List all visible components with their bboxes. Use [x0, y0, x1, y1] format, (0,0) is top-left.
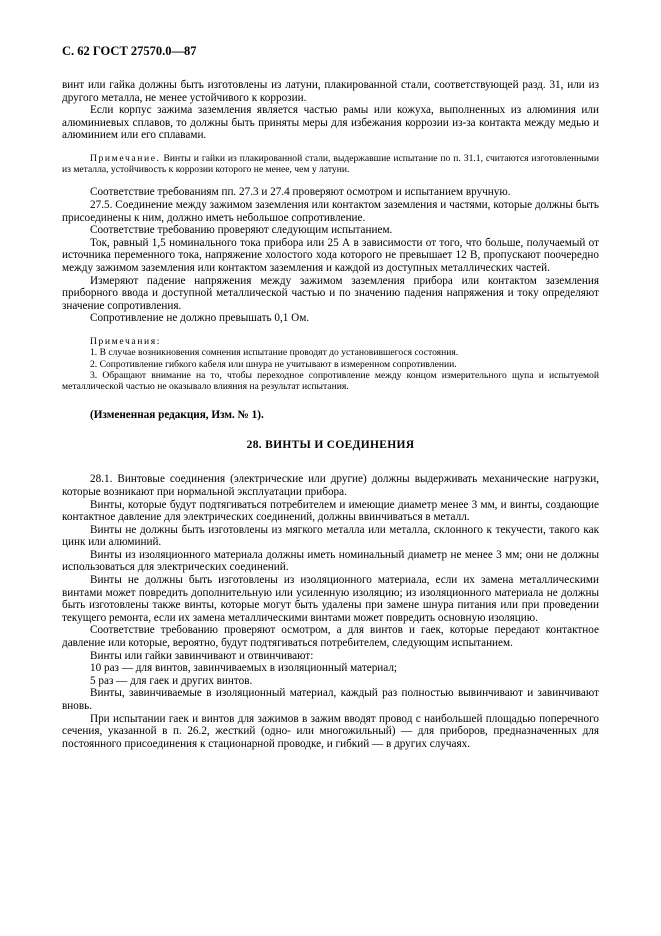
notes-heading: Примечания: [90, 335, 161, 347]
note-label: Примечание. [90, 152, 161, 164]
paragraph: 28.1. Винтовые соединения (электрические или другие) должны выдерживать механические нагрузки, которые возникают при нормальной эксплуатации прибора. [62, 473, 599, 498]
paragraph: Винты, которые будут подтягиваться потребителем и имеющие диаметр менее 3 мм, и винты, создающие контактное давление для электрических соединений, должны ввинчиваться в металл. [62, 498, 599, 524]
paragraph: При испытании гаек и винтов для зажимов в зажим вводят провод с наибольшей площадью поперечного сечения, указанной в п. 26.2, жесткий (одно- или многожильный) — для приборов, предназначенных для постоянного присоединения к стационарной проводке, и гибкий — в других случаях. [62, 712, 599, 750]
paragraph: Сопротивление не должно превышать 0,1 Ом. [90, 312, 310, 325]
note [62, 153, 599, 175]
paragraph: Винты, завинчиваемые в изоляционный материал, каждый раз полностью вывинчивают и завинчивают вновь. [62, 687, 599, 713]
paragraph: Измеряют падение напряжения между зажимом заземления прибора или контактом заземления приборного ввода и доступной металлической частью и по значению падения напряжения и току определяют значение сопротивления. [62, 274, 599, 312]
paragraph: 5 раз — для гаек и других винтов. [90, 674, 253, 687]
paragraph: Винты из изоляционного материала должны иметь номинальный диаметр не менее 3 мм; они не должны использоваться для электрических соединений. [62, 548, 599, 574]
paragraph: Ток, равный 1,5 номинального тока прибора или 25 А в зависимости от того, что больше, получаемый от источника переменного тока, напряжение холостого хода которого не превышает 12 В, пропускают поочередно между зажимом заземления или контактом заземления и каждой из доступных металлических частей. [62, 236, 599, 274]
paragraph: Винты не должны быть изготовлены из мягкого металла или металла, склонного к текучести, такого как цинк или алюминий. [62, 523, 599, 549]
paragraph: 10 раз — для винтов, завинчиваемых в изоляционный материал; [90, 662, 398, 675]
note-item: 1. В случае возникновения сомнения испытание проводят до установившегося состояния. [90, 347, 459, 359]
page-header: С. 62 ГОСТ 27570.0—87 [62, 44, 197, 58]
paragraph: Если корпус зажима заземления является частью рамы или кожуха, выполненных из алюминия или алюминиевых сплавов, то должны быть приняты меры для избежания коррозии из-за контакта между медью и алюминием или его сплавами. [62, 104, 599, 142]
paragraph: Соответствие требованиям пп. 27.3 и 27.4 проверяют осмотром и испытанием вручную. [90, 186, 511, 199]
paragraph: Соответствие требованию проверяют следующим испытанием. [90, 224, 393, 237]
note-item: 2. Сопротивление гибкого кабеля или шнура не учитывают в измеренном сопротивлении. [90, 358, 457, 370]
document-page [62, 44, 599, 750]
note-text: Винты и гайки из плакированной стали, выдержавшие испытание по п. 31.1, считаются изготовленными из металла, устойчивость к коррозии которого не менее, чем у латуни. [62, 152, 599, 176]
amendment-note: (Измененная редакция, Изм. № 1). [90, 408, 264, 421]
paragraph: Винты не должны быть изготовлены из изоляционного материала, если их замена металлическими винтами может повредить дополнительную или усиленную изоляцию; из изоляционного материала не должны быть изготовлены также винты, которые могут быть удалены при замене шнура питания или при проведении текущего ремонта, если их замена металлическими винтами может повредить основную изоляцию. [62, 574, 599, 624]
paragraph: винт или гайка должны быть изготовлены из латуни, плакированной стали, соответствующей разд. 31, или из другого металла, не менее устойчивого к коррозии. [62, 79, 599, 104]
section-title: 28. ВИНТЫ И СОЕДИНЕНИЯ [246, 439, 415, 452]
paragraph: Соответствие требованию проверяют осмотром, а для винтов и гаек, которые передают контактное давление или которые, вероятно, будут подтягиваться потребителем, следующим испытанием. [62, 624, 599, 650]
paragraph: Винты или гайки завинчивают и отвинчивают: [90, 649, 314, 662]
note-item: 3. Обращают внимание на то, чтобы переходное сопротивление между концом измерительного щупа и испытуемой металлической частью не оказывало влияния на результат испытания. [62, 369, 599, 393]
paragraph: 27.5. Соединение между зажимом заземления или контактом заземления и частями, которые должны быть присоединены к ним, должно иметь небольшое сопротивление. [62, 198, 599, 224]
